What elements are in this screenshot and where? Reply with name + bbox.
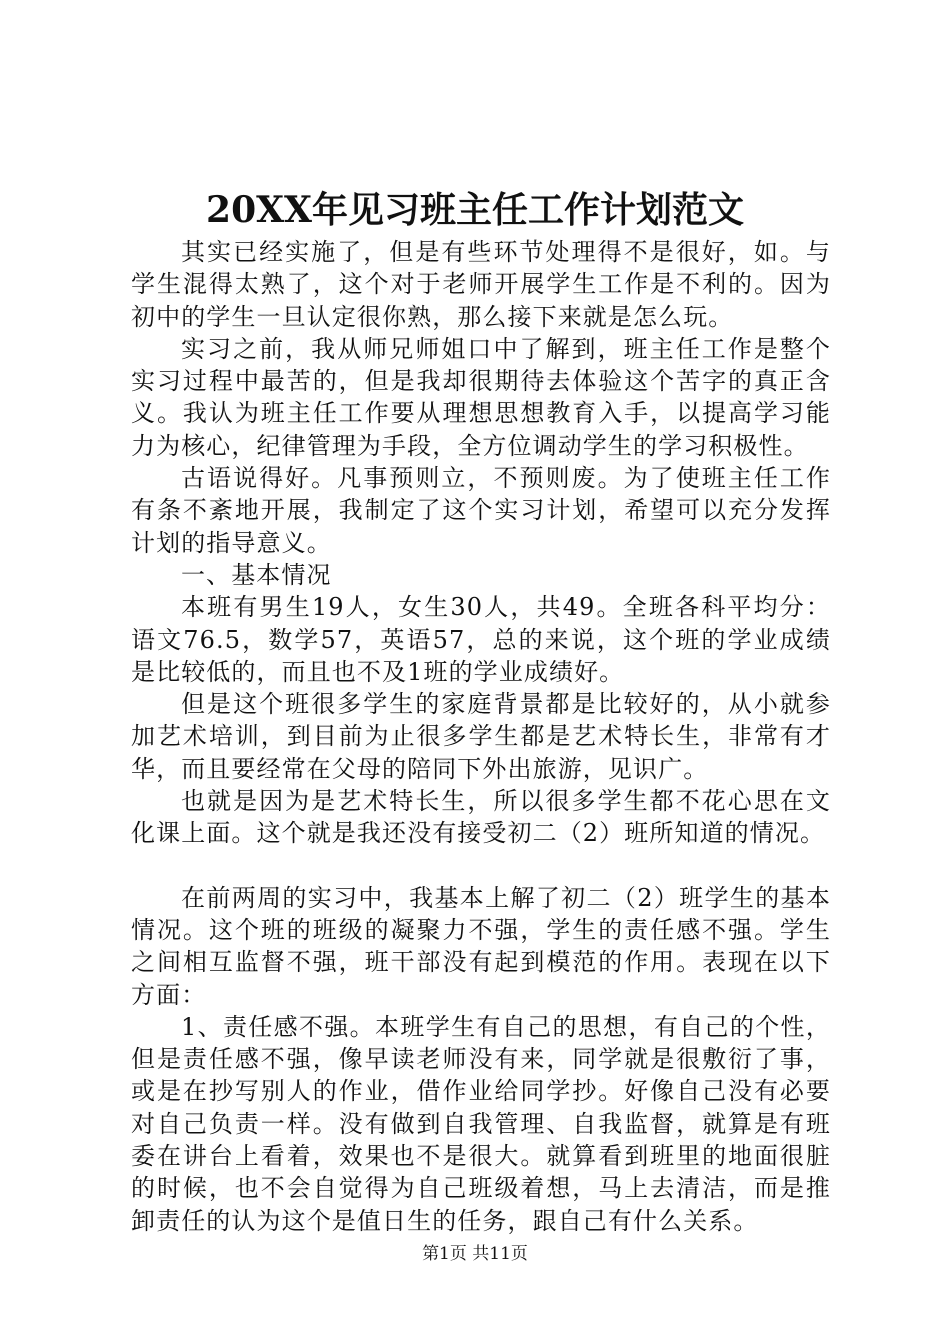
paragraph: 古语说得好。凡事预则立，不预则废。为了使班主任工作有条不紊地开展，我制定了这个实习计划，希望可以充分发挥计划的指导意义。 xyxy=(131,464,831,557)
paragraph: 在前两周的实习中，我基本上解了初二（2）班学生的基本情况。这个班的班级的凝聚力不强，学生的责任感不强。学生之间相互监督不强，班干部没有起到模范的作用。表现在以下方面： xyxy=(131,883,831,1009)
document-body xyxy=(131,236,831,1237)
paragraph: 1、责任感不强。本班学生有自己的思想，有自己的个性，但是责任感不强，像早读老师没有来，同学就是很敷衍了事，或是在抄写别人的作业，借作业给同学抄。好像自己没有必要对自己负责一样。没有做到自我管理、自我监督，就算是有班委在讲台上看着，效果也不是很大。就算看到班里的地面很脏的时候，也不会自觉得为自己班级着想，马上去清洁，而是推卸责任的认为这个是值日生的任务，跟自己有什么关系。 xyxy=(131,1012,831,1235)
paragraph: 其实已经实施了，但是有些环节处理得不是很好，如。与学生混得太熟了，这个对于老师开展学生工作是不利的。因为初中的学生一旦认定很你熟，那么接下来就是怎么玩。 xyxy=(131,238,831,331)
paragraph: 本班有男生19人，女生30人，共49。全班各科平均分：语文76.5，数学57，英语57，总的来说，这个班的学业成绩是比较低的，而且也不及1班的学业成绩好。 xyxy=(131,593,831,686)
page-footer: 第1页 共11页 xyxy=(422,1244,528,1264)
paragraph: 也就是因为是艺术特长生，所以很多学生都不花心思在文化课上面。这个就是我还没有接受初二（2）班所知道的情况。 xyxy=(131,787,831,848)
document-title: 20XX年见习班主任工作计划范文 xyxy=(206,189,744,231)
section-heading: 一、基本情况 xyxy=(181,560,332,589)
paragraph: 但是这个班很多学生的家庭背景都是比较好的，从小就参加艺术培训，到目前为止很多学生都是艺术特长生，非常有才华，而且要经常在父母的陪同下外出旅游，见识广。 xyxy=(131,690,831,783)
blank-line xyxy=(131,850,831,882)
paragraph: 实习之前，我从师兄师姐口中了解到，班主任工作是整个实习过程中最苦的，但是我却很期待去体验这个苦字的真正含义。我认为班主任工作要从理想思想教育入手，以提高学习能力为核心，纪律管理为手段，全方位调动学生的学习积极性。 xyxy=(131,334,831,460)
